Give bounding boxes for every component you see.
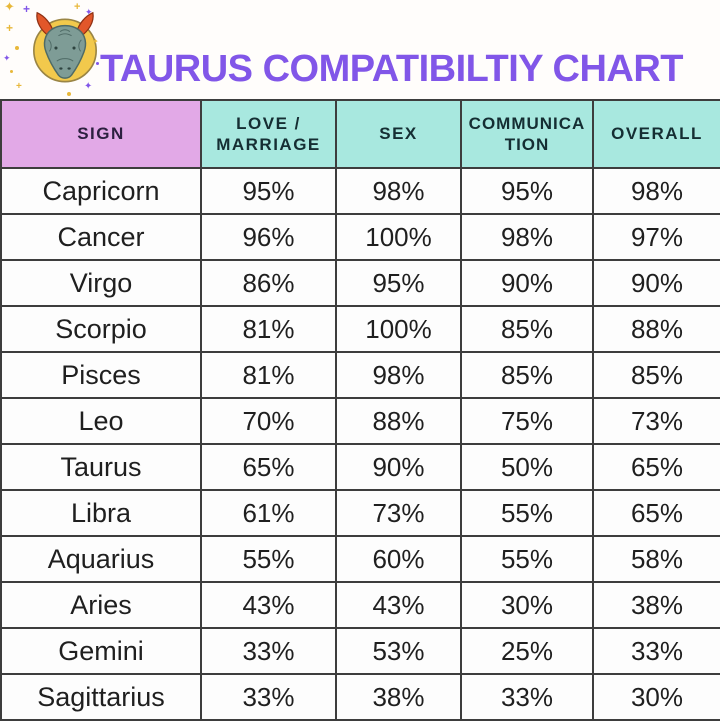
sign-cell: Virgo xyxy=(1,260,201,306)
value-cell: 73% xyxy=(593,398,720,444)
value-cell: 98% xyxy=(336,168,461,214)
value-cell: 58% xyxy=(593,536,720,582)
sparkle-icon xyxy=(4,0,15,13)
value-cell: 96% xyxy=(201,214,336,260)
value-cell: 88% xyxy=(336,398,461,444)
value-cell: 33% xyxy=(461,674,593,720)
sign-cell: Pisces xyxy=(1,352,201,398)
page-title: TAURUS COMPATIBILTIY CHART xyxy=(100,48,683,90)
value-cell: 98% xyxy=(336,352,461,398)
column-header-love-marriage: LOVE / MARRIAGE xyxy=(201,100,336,168)
value-cell: 43% xyxy=(336,582,461,628)
sparkle-icon xyxy=(10,70,13,73)
value-cell: 30% xyxy=(461,582,593,628)
value-cell: 98% xyxy=(461,214,593,260)
value-cell: 95% xyxy=(336,260,461,306)
table-row xyxy=(1,490,720,536)
sign-cell: Taurus xyxy=(1,444,201,490)
sparkle-icon xyxy=(16,82,22,92)
table-row xyxy=(1,260,720,306)
taurus-bull-icon xyxy=(24,1,106,95)
sign-cell: Cancer xyxy=(1,214,201,260)
sign-cell: Capricorn xyxy=(1,168,201,214)
value-cell: 61% xyxy=(201,490,336,536)
value-cell: 85% xyxy=(461,306,593,352)
value-cell: 85% xyxy=(593,352,720,398)
sparkle-icon xyxy=(15,46,19,50)
value-cell: 95% xyxy=(201,168,336,214)
value-cell: 33% xyxy=(201,628,336,674)
value-cell: 97% xyxy=(593,214,720,260)
table-row xyxy=(1,582,720,628)
value-cell: 90% xyxy=(593,260,720,306)
column-header-overall: OVERALL xyxy=(593,100,720,168)
table-row xyxy=(1,674,720,720)
table-row xyxy=(1,168,720,214)
value-cell: 85% xyxy=(461,352,593,398)
value-cell: 100% xyxy=(336,306,461,352)
sign-cell: Scorpio xyxy=(1,306,201,352)
column-header-sign: SIGN xyxy=(1,100,201,168)
table-row xyxy=(1,444,720,490)
value-cell: 50% xyxy=(461,444,593,490)
value-cell: 33% xyxy=(593,628,720,674)
value-cell: 95% xyxy=(461,168,593,214)
value-cell: 30% xyxy=(593,674,720,720)
table-row xyxy=(1,214,720,260)
table-row xyxy=(1,398,720,444)
value-cell: 86% xyxy=(201,260,336,306)
table-row xyxy=(1,628,720,674)
sign-cell: Aries xyxy=(1,582,201,628)
value-cell: 65% xyxy=(201,444,336,490)
sparkle-icon xyxy=(3,54,11,63)
value-cell: 38% xyxy=(593,582,720,628)
page-header xyxy=(0,0,720,99)
value-cell: 55% xyxy=(461,536,593,582)
value-cell: 55% xyxy=(201,536,336,582)
sign-cell: Libra xyxy=(1,490,201,536)
value-cell: 81% xyxy=(201,352,336,398)
value-cell: 25% xyxy=(461,628,593,674)
value-cell: 100% xyxy=(336,214,461,260)
value-cell: 60% xyxy=(336,536,461,582)
value-cell: 88% xyxy=(593,306,720,352)
table-row xyxy=(1,536,720,582)
column-header-communication: COMMUNICATION xyxy=(461,100,593,168)
table-body xyxy=(1,168,720,720)
value-cell: 65% xyxy=(593,490,720,536)
value-cell: 81% xyxy=(201,306,336,352)
value-cell: 53% xyxy=(336,628,461,674)
sign-cell: Aquarius xyxy=(1,536,201,582)
table-header-row xyxy=(1,100,720,168)
value-cell: 98% xyxy=(593,168,720,214)
value-cell: 90% xyxy=(336,444,461,490)
value-cell: 33% xyxy=(201,674,336,720)
sign-cell: Leo xyxy=(1,398,201,444)
sparkle-icon xyxy=(6,22,13,34)
sign-cell: Sagittarius xyxy=(1,674,201,720)
compatibility-table xyxy=(0,99,720,721)
value-cell: 75% xyxy=(461,398,593,444)
table-row xyxy=(1,352,720,398)
value-cell: 65% xyxy=(593,444,720,490)
value-cell: 73% xyxy=(336,490,461,536)
value-cell: 38% xyxy=(336,674,461,720)
value-cell: 70% xyxy=(201,398,336,444)
value-cell: 43% xyxy=(201,582,336,628)
value-cell: 55% xyxy=(461,490,593,536)
column-header-sex: SEX xyxy=(336,100,461,168)
value-cell: 90% xyxy=(461,260,593,306)
sign-cell: Gemini xyxy=(1,628,201,674)
table-row xyxy=(1,306,720,352)
